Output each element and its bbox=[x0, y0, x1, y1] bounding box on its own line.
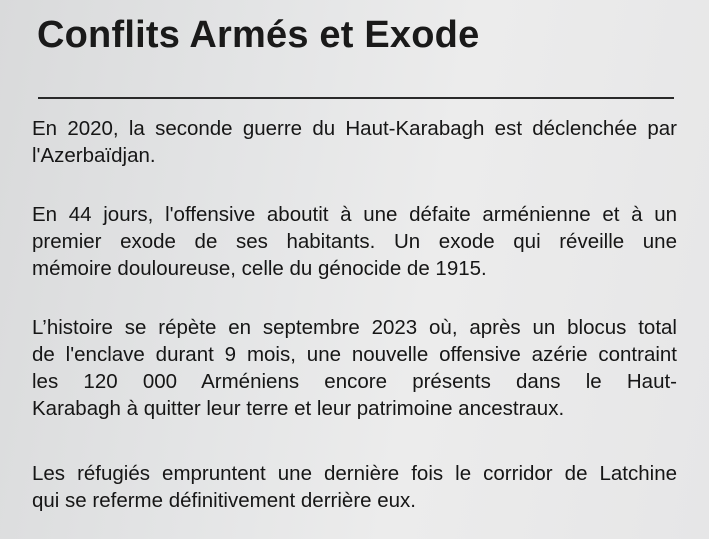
paragraph-line: les 120 000 Arméniens encore présents dans le Haut- bbox=[32, 370, 677, 393]
title-divider bbox=[38, 97, 674, 99]
paragraph-1 bbox=[32, 115, 677, 169]
paragraph-line: L’histoire se répète en septembre 2023 où, après un blocus total bbox=[32, 316, 677, 339]
paragraph-line: Karabagh à quitter leur terre et leur patrimoine ancestraux. bbox=[32, 397, 565, 420]
paragraph-line: En 2020, la seconde guerre du Haut-Karabagh est déclenchée par bbox=[32, 117, 677, 140]
paragraph-line: premier exode de ses habitants. Un exode qui réveille une bbox=[32, 230, 677, 253]
panel-title: Conflits Armés et Exode bbox=[37, 14, 480, 56]
paragraph-line: Les réfugiés empruntent une dernière fois le corridor de Latchine bbox=[32, 462, 677, 485]
paragraph-line: l'Azerbaïdjan. bbox=[32, 144, 156, 167]
paragraph-line: de l'enclave durant 9 mois, une nouvelle offensive azérie contraint bbox=[32, 343, 677, 366]
paragraph-2 bbox=[32, 201, 677, 282]
paragraph-3 bbox=[32, 314, 677, 422]
paragraph-line: En 44 jours, l'offensive aboutit à une défaite arménienne et à un bbox=[32, 203, 677, 226]
paragraph-line: qui se referme définitivement derrière eux. bbox=[32, 489, 416, 512]
paragraph-line: mémoire douloureuse, celle du génocide de 1915. bbox=[32, 257, 487, 280]
paragraph-4 bbox=[32, 460, 677, 514]
